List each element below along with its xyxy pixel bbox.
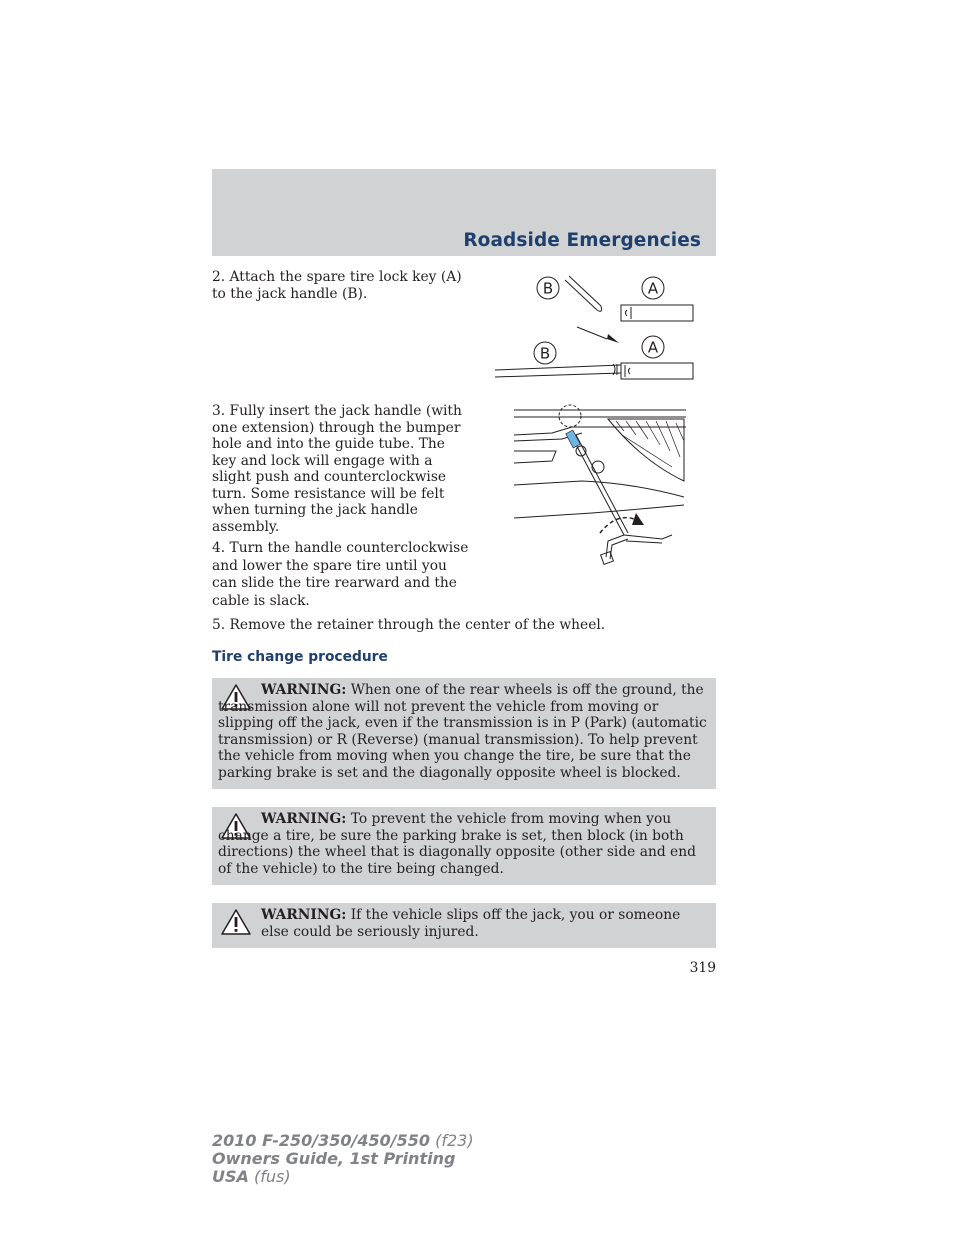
step-4-line: can slide the tire rearward and the bbox=[212, 575, 457, 591]
label-b-top: B bbox=[542, 279, 554, 298]
step-3-line: key and lock will engage with a bbox=[212, 452, 433, 469]
warning-text bbox=[218, 907, 708, 940]
warning-body: To prevent the vehicle from moving when you change a tire, be sure the parking brake is set, then block (in both directions) the wheel that is diagonally opposite (other side and end of the vehicle) to the tire being changed. bbox=[218, 811, 696, 877]
warning-box bbox=[212, 903, 716, 948]
step-5-text: 5. Remove the retainer through the center of the wheel. bbox=[212, 617, 606, 633]
step-3-line: 3. Fully insert the jack handle (with bbox=[212, 403, 462, 419]
page-number: 319 bbox=[689, 960, 716, 976]
tire-change-heading: Tire change procedure bbox=[212, 649, 388, 665]
warning-body: When one of the rear wheels is off the ground, the transmission alone will not prevent the vehicle from moving or slipping off the jack, even if the transmission is in P (Park) (automatic transmission) or R (Reverse) (manual transmission). To help prevent the vehicle from moving when you change the tire, be sure that the parking brake is set and the diagonally opposite wheel is blocked. bbox=[218, 682, 707, 781]
warning-label: WARNING: bbox=[261, 682, 347, 698]
warning-text bbox=[218, 811, 708, 877]
warning-label: WARNING: bbox=[261, 811, 347, 827]
warning-text bbox=[218, 682, 708, 781]
footer-line-2: Owners Guide, 1st Printing bbox=[212, 1149, 456, 1168]
step-3-line: turn. Some resistance will be felt bbox=[212, 485, 445, 502]
label-b-bottom: B bbox=[539, 344, 551, 363]
step-3-line: one extension) through the bumper bbox=[212, 419, 461, 436]
footer-line-3 bbox=[212, 1168, 474, 1186]
document-footer bbox=[212, 1132, 474, 1186]
warning-box bbox=[212, 678, 716, 789]
footer-line-1 bbox=[212, 1132, 474, 1150]
warning-body: If the vehicle slips off the jack, you or someone else could be seriously injured. bbox=[261, 907, 681, 940]
jack-handle-bumper-illustration bbox=[512, 401, 690, 571]
step-3-text bbox=[212, 403, 462, 535]
step-4-text bbox=[212, 540, 468, 610]
key-to-handle-illustration bbox=[493, 270, 697, 386]
step-3-line: hole and into the guide tube. The bbox=[212, 436, 445, 452]
warning-box bbox=[212, 807, 716, 885]
label-a-top: A bbox=[647, 279, 659, 298]
step-3-line: slight push and counterclockwise bbox=[212, 469, 447, 485]
step-2-text bbox=[212, 269, 462, 302]
step-3-line: assembly. bbox=[212, 518, 280, 535]
label-a-bottom: A bbox=[647, 338, 659, 357]
step-4-line: and lower the spare tire until you bbox=[212, 557, 447, 574]
footer-market-code: (fus) bbox=[248, 1167, 291, 1186]
step-3-line: when turning the jack handle bbox=[212, 502, 418, 518]
section-header-band bbox=[212, 169, 716, 256]
step-4-line: 4. Turn the handle counterclockwise bbox=[212, 540, 469, 556]
footer-market: USA bbox=[212, 1167, 249, 1186]
step-2-line: 2. Attach the spare tire lock key (A) bbox=[212, 269, 462, 285]
footer-model-code: (f23) bbox=[430, 1131, 474, 1150]
step-2-line: to the jack handle (B). bbox=[212, 285, 368, 302]
footer-model: 2010 F-250/350/450/550 bbox=[212, 1131, 430, 1150]
warning-label: WARNING: bbox=[261, 907, 347, 923]
step-4-line: cable is slack. bbox=[212, 592, 310, 609]
section-title: Roadside Emergencies bbox=[463, 230, 701, 251]
